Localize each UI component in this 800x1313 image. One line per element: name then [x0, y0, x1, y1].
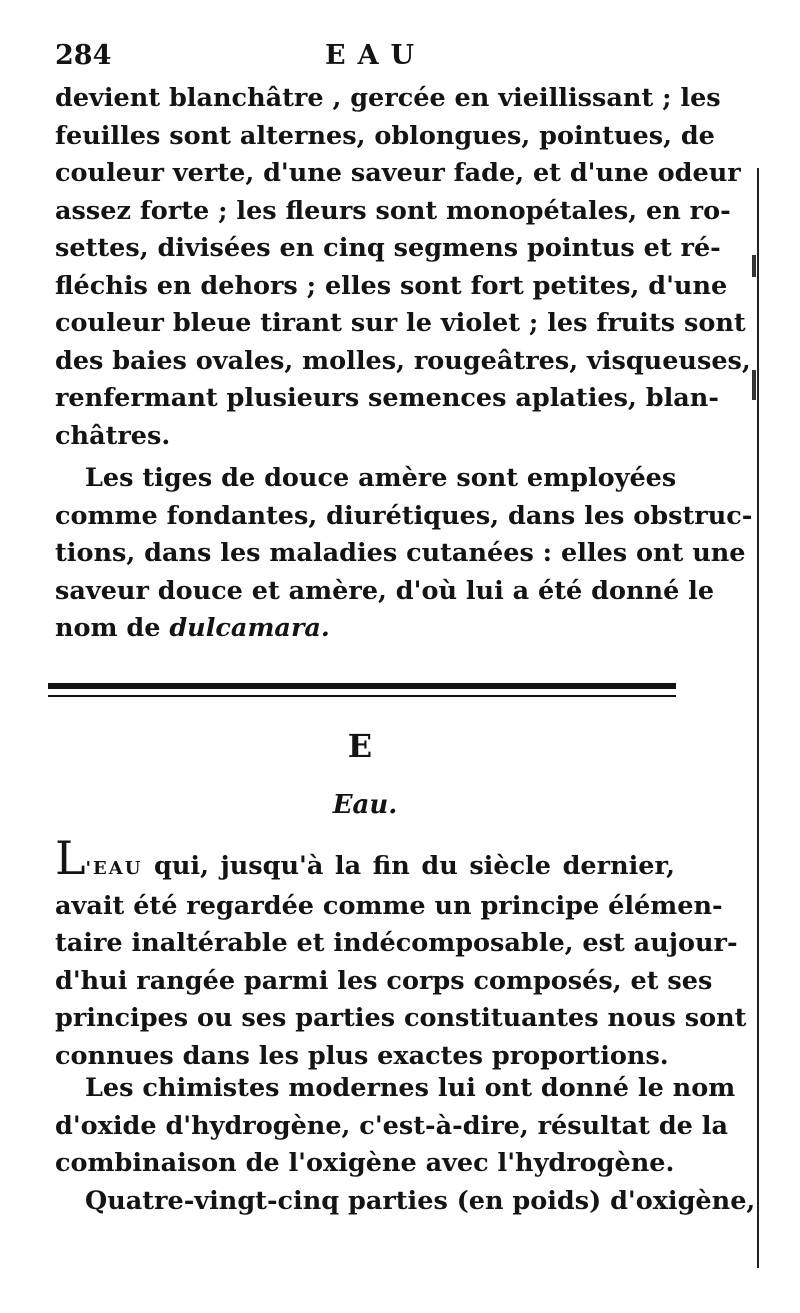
text-line: connues dans les plus exactes proportions. [55, 1040, 669, 1071]
text-line: devient blanchâtre , gercée en vieillissant ; les [55, 83, 721, 113]
paragraph-douce-amere [55, 460, 753, 648]
drop-cap: L [55, 831, 86, 885]
text-line [55, 610, 675, 648]
text-line: comme fondantes, diurétiques, dans les obstruc- [55, 500, 753, 531]
text-fragment: qui, jusqu'à la fin du siècle dernier, [142, 851, 675, 881]
text-line: avait été regardée comme un principe élémen- [55, 890, 723, 921]
paragraph-chimistes [55, 1070, 756, 1220]
entry-title: Eau. [332, 790, 398, 820]
text-line: d'oxide d'hydrogène, c'est-à-dire, résultat de la [55, 1110, 728, 1141]
section-divider-thin [48, 695, 676, 697]
section-letter: E [347, 727, 373, 765]
text-line: taire inaltérable et indécomposable, est aujour- [55, 928, 738, 958]
smallcaps-word: 'EAU [85, 858, 143, 879]
text-line: feuilles sont alternes, oblongues, pointues, de [55, 120, 715, 151]
text-line: renfermant plusieurs semences aplaties, blan- [55, 383, 719, 413]
page-number: 284 [55, 40, 112, 71]
text-line: Les chimistes modernes lui ont donné le nom [85, 1073, 736, 1103]
text-fragment: nom de [55, 613, 170, 643]
text-line: châtres. [55, 420, 171, 451]
text-line: saveur douce et amère, d'où lui a été donné le [55, 575, 715, 606]
text-line: couleur verte, d'une saveur fade, et d'une odeur [55, 158, 741, 188]
text-line: combinaison de l'oxigène avec l'hydrogène. [55, 1148, 675, 1178]
page-edge-mark [752, 370, 756, 400]
text-line: Quatre-vingt-cinq parties (en poids) d'oxigène, [85, 1185, 756, 1216]
text-line: principes ou ses parties constituantes nous sont [55, 1003, 747, 1033]
paragraph-continued [55, 80, 751, 455]
text-line [55, 831, 675, 888]
paragraph-eau-intro [55, 831, 747, 1075]
page-edge-mark [752, 255, 756, 277]
text-line: assez forte ; les fleurs sont monopétales, en ro- [55, 195, 731, 226]
running-title: EAU [325, 40, 427, 71]
text-line: tions, dans les maladies cutanées : elles ont une [55, 538, 746, 568]
page-header [55, 40, 675, 80]
text-line: d'hui rangée parmi les corps composés, et ses [55, 965, 713, 996]
text-line: Les tiges de douce amère sont employées [85, 463, 677, 493]
text-line: couleur bleue tirant sur le violet ; les fruits sont [55, 308, 746, 338]
text-line: fléchis en dehors ; elles sont fort petites, d'une [55, 270, 728, 301]
latin-name: dulcamara. [169, 613, 330, 643]
page-edge-line [757, 168, 759, 1268]
section-divider-thick [48, 683, 676, 689]
text-line: des baies ovales, molles, rougeâtres, visqueuses, [55, 345, 751, 376]
text-line: settes, divisées en cinq segmens pointus et ré- [55, 233, 721, 263]
